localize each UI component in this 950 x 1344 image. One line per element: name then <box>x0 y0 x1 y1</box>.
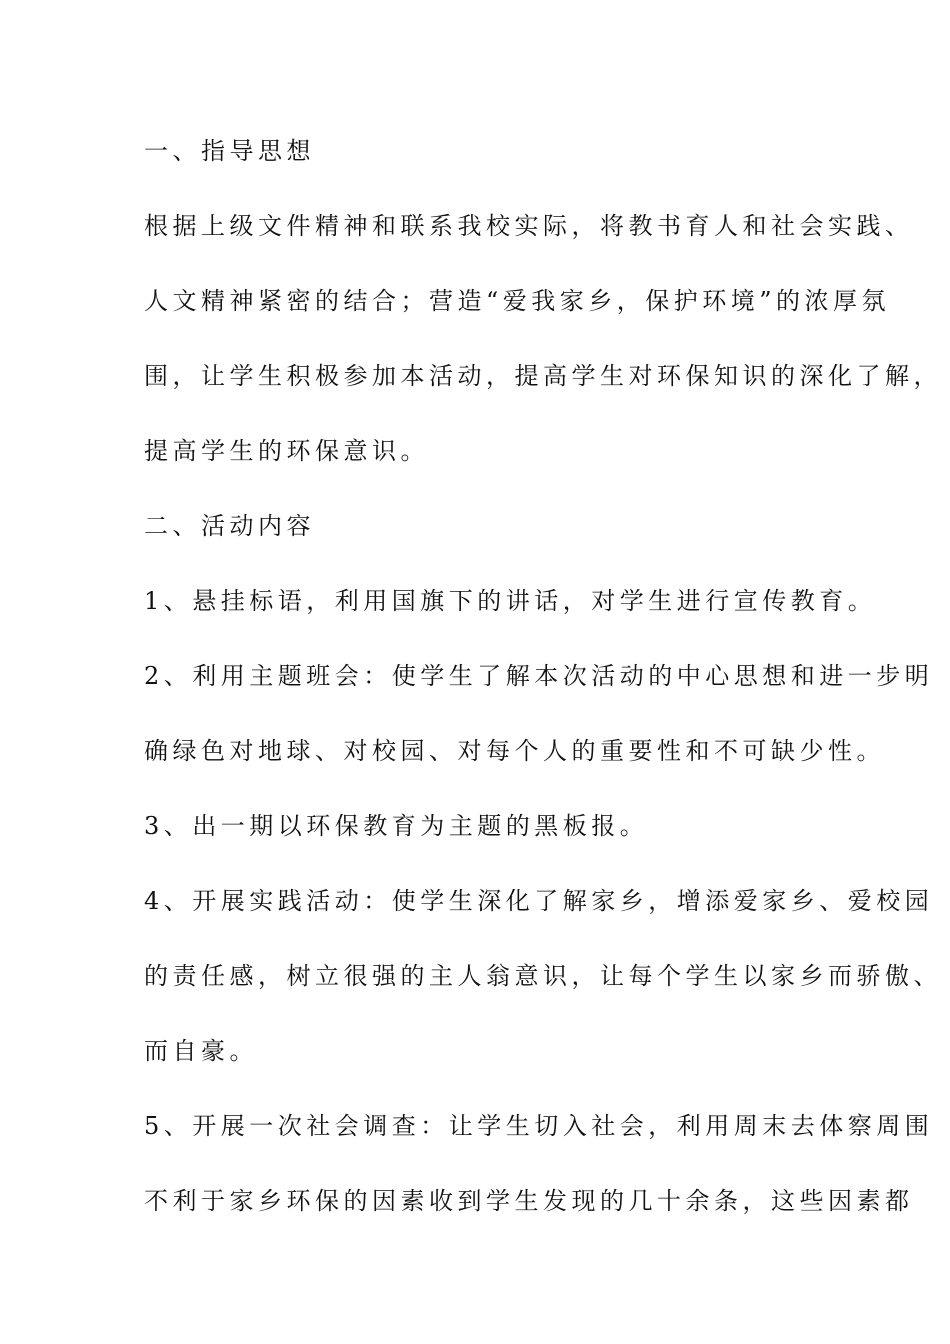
list-item-4-continued: 的责任感，树立很强的主人翁意识，让每个学生以家乡而骄傲、 <box>144 962 942 990</box>
list-item-4: 4、开展实践活动：使学生深化了解家乡，增添爱家乡、爱校园 <box>144 887 934 915</box>
list-item-2-continued: 确绿色对地球、对校园、对每个人的重要性和不可缺少性。 <box>144 737 885 765</box>
list-item-2: 2、利用主题班会：使学生了解本次活动的中心思想和进一步明 <box>144 662 934 690</box>
list-item-5: 5、开展一次社会调查：让学生切入社会，利用周末去体察周围 <box>144 1112 934 1140</box>
paragraph-line: 根据上级文件精神和联系我校实际，将教书育人和社会实践、 <box>144 212 914 240</box>
paragraph-line: 提高学生的环保意识。 <box>144 437 429 465</box>
paragraph-line: 围，让学生积极参加本活动，提高学生对环保知识的深化了解， <box>144 362 942 390</box>
section-heading-guiding-ideology: 一、指导思想 <box>144 137 315 165</box>
list-item-1: 1、悬挂标语，利用国旗下的讲话，对学生进行宣传教育。 <box>144 587 877 615</box>
list-item-5-continued: 不利于家乡环保的因素收到学生发现的几十余条，这些因素都 <box>144 1187 914 1215</box>
list-item-4-continued: 而自豪。 <box>144 1037 258 1065</box>
list-item-3: 3、出一期以环保教育为主题的黑板报。 <box>144 812 649 840</box>
document-body <box>144 133 942 1258</box>
paragraph-line: 人文精神紧密的结合；营造“爱我家乡，保护环境”的浓厚氛 <box>144 287 891 315</box>
section-heading-activity-content: 二、活动内容 <box>144 512 315 540</box>
